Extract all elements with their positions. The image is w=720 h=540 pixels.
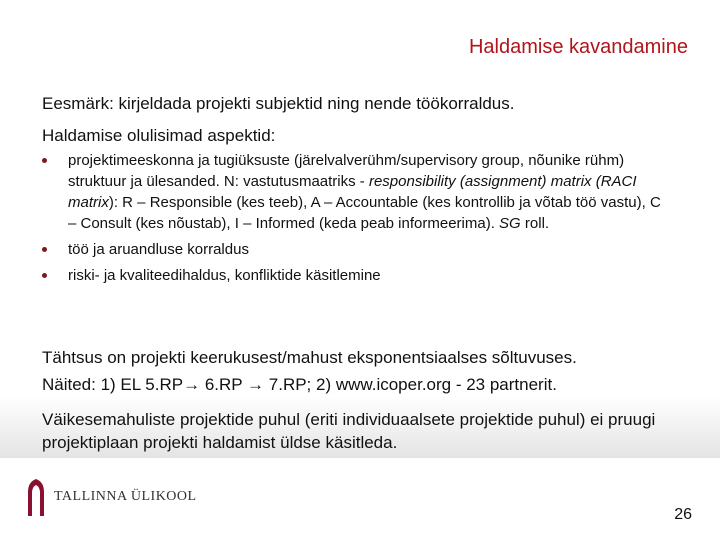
text: riski- ja kvaliteedihaldus, konfliktide käsitlemine [68,267,381,284]
page-number: 26 [674,506,692,523]
examples-text: Näited: 1) EL 5.RP→ 6.RP → 7.RP; 2) www.icoper.org - 23 partnerit. [42,375,557,394]
list-item [42,239,662,260]
bullet-icon [42,247,47,252]
logo-text: TALLINNA ÜLIKOOL [54,489,197,504]
bullet-icon [42,273,47,278]
slide-title: Haldamise kavandamine [468,36,688,58]
text: töö ja aruandluse korraldus [68,241,249,258]
italic-text: SG [499,215,521,232]
text: projektimeeskonna ja tugiüksuste (järelvalverühm/supervisory group, nõunike rühm) struktuur ja ülesanded. N: vastutusmaatriks - [68,152,625,190]
list-item [42,150,662,234]
italic-text: responsibility (assignment) matrix (RACI matrix [68,173,637,211]
text: roll. [520,215,550,232]
text: : R – Responsible (kes teeb), A – Accountable (kes kontrollib ja võtab töö vastu), C – Consult (kes nõustab), I – Informed (keda peab informeerima). [68,194,661,232]
bullet-icon [42,158,47,163]
text: ) [108,194,114,211]
university-logo [26,478,197,516]
small-projects-text: Väikesemahuliste projektide puhul (eriti individuaalsete projektide puhul) ei pruugi projektiplaan projekti haldamist üldse käsitleda. [42,410,656,452]
goal-text: Eesmärk: kirjeldada projekti subjektid ning nende töökorraldus. [42,94,515,113]
logo-arch-icon [26,478,46,516]
aspects-list [42,150,662,291]
list-item [42,265,662,286]
aspects-heading: Haldamise olulisimad aspektid: [42,126,276,145]
importance-text: Tähtsus on projekti keerukusest/mahust eksponentsiaalses sõltuvuses. [42,348,577,367]
